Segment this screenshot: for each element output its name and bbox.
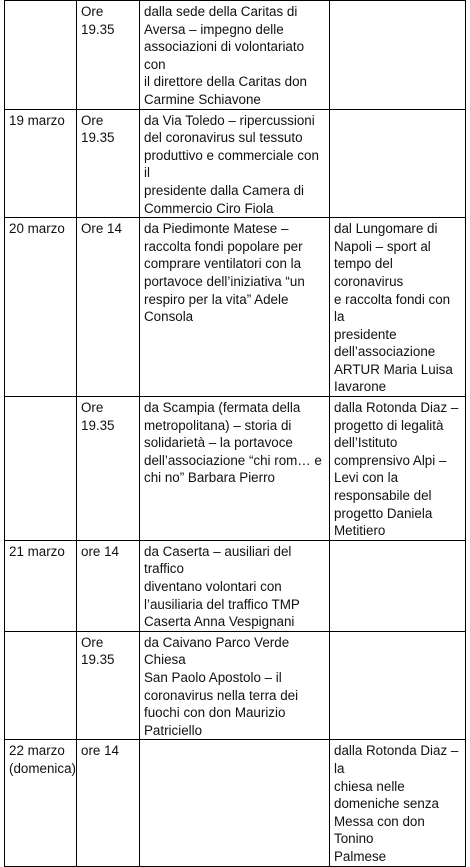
date-cell xyxy=(5,631,77,740)
table-row xyxy=(5,540,466,631)
date-cell: 20 marzo xyxy=(5,218,77,397)
schedule-table xyxy=(4,0,466,867)
time-cell: Ore 19.35 xyxy=(77,109,140,218)
event-cell: da Caivano Parco Verde Chiesa San Paolo Apostolo – il coronavirus nella terra dei fuochi con don Maurizio Patriciello xyxy=(140,631,330,740)
event-cell: da Scampia (fermata della metropolitana) – storia di solidarietà – la portavoce dell’associazione “chi rom… e chi no” Barbara Pierro xyxy=(140,397,330,541)
table-row xyxy=(5,631,466,740)
table-row xyxy=(5,740,466,866)
table-row xyxy=(5,1,466,110)
date-cell: 19 marzo xyxy=(5,109,77,218)
time-cell: Ore 19.35 xyxy=(77,397,140,541)
time-cell: Ore 14 xyxy=(77,218,140,397)
date-cell xyxy=(5,1,77,110)
event-cell-extra xyxy=(330,631,466,740)
table-row xyxy=(5,109,466,218)
document-page xyxy=(4,0,465,864)
date-cell: 22 marzo (domenica) xyxy=(5,740,77,866)
event-cell-extra: dalla Rotonda Diaz – la chiesa nelle domeniche senza Messa con don Tonino Palmese xyxy=(330,740,466,866)
time-cell: ore 14 xyxy=(77,540,140,631)
event-cell-extra xyxy=(330,109,466,218)
event-cell: dalla sede della Caritas di Aversa – impegno delle associazioni di volontariato con il direttore della Caritas don Carmine Schiavone xyxy=(140,1,330,110)
time-cell: ore 14 xyxy=(77,740,140,866)
event-cell-extra: dalla Rotonda Diaz – progetto di legalità dell’Istituto comprensivo Alpi – Levi con la responsabile del progetto Daniela Metitiero xyxy=(330,397,466,541)
event-cell-extra xyxy=(330,540,466,631)
date-cell: 21 marzo xyxy=(5,540,77,631)
event-cell xyxy=(140,740,330,866)
event-cell-extra xyxy=(330,1,466,110)
time-cell: Ore 19.35 xyxy=(77,631,140,740)
event-cell: da Caserta – ausiliari del traffico diventano volontari con l’ausiliaria del traffico TMP Caserta Anna Vespignani xyxy=(140,540,330,631)
event-cell: da Via Toledo – ripercussioni del coronavirus sul tessuto produttivo e commerciale con il presidente dalla Camera di Commercio Ciro Fiola xyxy=(140,109,330,218)
event-cell: da Piedimonte Matese – raccolta fondi popolare per comprare ventilatori con la portavoce dell’iniziativa “un respiro per la vita” Adele Consola xyxy=(140,218,330,397)
date-cell xyxy=(5,397,77,541)
time-cell: Ore 19.35 xyxy=(77,1,140,110)
table-row xyxy=(5,397,466,541)
table-row xyxy=(5,218,466,397)
event-cell-extra: dal Lungomare di Napoli – sport al tempo del coronavirus e raccolta fondi con la presidente dell’associazione ARTUR Maria Luisa Iavarone xyxy=(330,218,466,397)
